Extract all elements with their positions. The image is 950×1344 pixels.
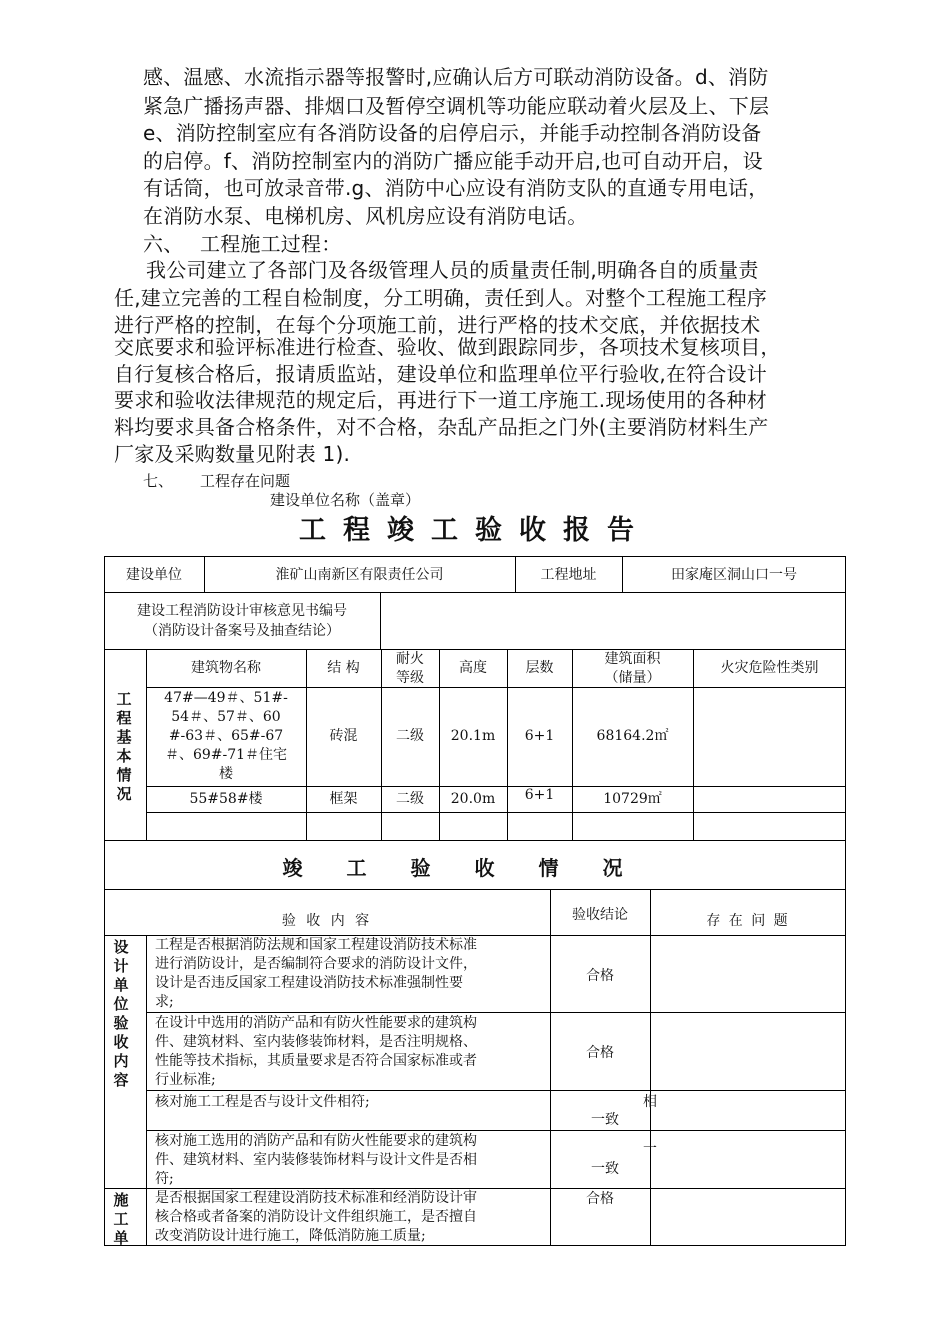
process-line: 交底要求和验评标准进行检查、验收、做到跟踪同步，各项技术复核项目， [114,335,781,359]
section7-title: 工程存在问题 [200,472,291,490]
building-name: 55#58#楼 [189,791,263,807]
table-rule [104,649,846,650]
building-height: 20.0m [450,791,496,807]
table-rule [146,786,846,787]
design-item: 核对施工选用的消防产品和有防火性能要求的建筑构 件、建筑材料、室内装修装饰材料与设计文件是否相 符; [155,1133,477,1187]
building-fire-resistance: 二级 [396,728,424,744]
table-rule [146,812,846,813]
building-fire-resistance: 二级 [396,791,424,807]
construction-conclusion: 合格 [586,1191,614,1207]
design-side-label: 设 计 单 位 验 收 内 容 [113,938,129,1089]
header-building-name: 建筑物名称 [191,660,261,676]
unit-name-label: 建设单位名称（盖章） [270,491,421,509]
header-fire-resistance: 耐火 等级 [396,651,424,686]
table-rule [146,1090,846,1091]
process-line: 料均要求具备合格条件，对不合格，杂乱产品拒之门外(主要消防材料生产 [114,415,769,439]
address-value: 田家庵区洞山口一号 [671,567,797,583]
design-conclusion: 合格 [586,1045,614,1061]
building-floors: 6+1 [524,787,555,803]
section6-number: 六、 [143,232,184,256]
header-content: 验 收 内 容 [281,913,373,929]
header-hazard: 火灾危险性类别 [720,660,819,676]
basic-info-side-label: 工 程 基 本 情 况 [116,690,132,803]
building-area: 10729㎡ [603,791,662,807]
table-rule [650,889,651,1246]
construction-unit-label: 建设单位 [126,567,182,583]
intro-line: 在消防水泵、电梯机房、风机房应设有消防电话。 [143,204,588,228]
intro-line: 感、温感、水流指示器等报警时,应确认后方可联动消防设备。d、消防 [143,65,769,89]
building-height: 20.1m [450,728,496,744]
header-conclusion: 验收结论 [572,907,628,923]
intro-line: 紧急广播扬声器、排烟口及暂停空调机等功能应联动着火层及上、下层 [143,94,770,118]
table-rule [380,592,381,649]
construction-unit-value: 淮矿山南新区有限责任公司 [275,567,444,583]
building-structure: 砖混 [329,728,358,744]
design-conclusion-part: 相 [643,1094,657,1110]
header-floors: 层数 [525,660,554,676]
header-area: 建筑面积 （储量） [604,651,661,686]
design-item: 核对施工工程是否与设计文件相符; [155,1094,370,1110]
construction-side-label: 施 工 单 [113,1191,129,1247]
design-conclusion-part: 一 [643,1141,657,1157]
header-structure: 结 构 [327,660,360,676]
section7-number: 七、 [143,472,174,490]
section6-title: 工程施工过程： [200,232,342,256]
address-label: 工程地址 [540,567,597,583]
table-rule [146,1012,846,1013]
intro-line: 的启停。f、消防控制室内的消防广播应能手动开启,也可自动开启，设 [143,149,763,173]
review-label: 建设工程消防设计审核意见书编号 [137,603,347,619]
process-line: 我公司建立了各部门及各级管理人员的质量责任制,明确各自的质量责 [146,258,759,282]
building-area: 68164.2㎡ [596,728,669,744]
intro-line: e、消防控制室应有各消防设备的启停启示，并能手动控制各消防设备 [143,121,762,145]
process-line: 要求和验收法律规范的规定后，再进行下一道工序施工.现场使用的各种材 [114,388,767,412]
design-conclusion-part: 一致 [591,1161,619,1177]
process-line: 自行复核合格后，报请质监站，建设单位和监理单位平行验收,在符合设计 [114,362,767,386]
process-line: 厂家及采购数量见附表 1). [114,442,351,466]
design-item: 工程是否根据消防法规和国家工程建设消防技术标准 进行消防设计，是否编制符合要求的消防设计文件， 设计是否违反国家工程建设消防技术标准强制性要 求; [155,937,477,1010]
header-height: 高度 [459,660,487,676]
table-rule [104,840,846,841]
building-name: 47#—49＃、51#- 54＃、57＃、60 #-63＃、65#-67 ＃、69#-71＃住宅 楼 [164,690,288,782]
table-rule [104,592,846,593]
table-rule [104,889,846,890]
table-rule [146,1130,846,1131]
table-rule [146,687,846,688]
construction-item: 是否根据国家工程建设消防技术标准和经消防设计审 核合格或者备案的消防设计文件组织施工，是否擅自 改变消防设计进行施工，降低消防施工质量; [155,1190,477,1244]
design-conclusion-part: 一致 [591,1112,619,1128]
design-conclusion: 合格 [586,968,614,984]
review-label-note: （消防设计备案号及抽查结论） [144,623,340,639]
acceptance-title: 竣工验收情况 [282,856,667,880]
building-floors: 6+1 [524,728,555,744]
header-issues: 存 在 问 题 [706,913,790,929]
design-item: 在设计中选用的消防产品和有防火性能要求的建筑构 件、建筑材料、室内装修装饰材料，是否注明规格、 性能等技术指标，其质量要求是否符合国家标准或者 行业标准; [155,1015,477,1088]
process-line: 进行严格的控制，在每个分项施工前，进行严格的技术交底，并依据技术 [114,313,761,337]
building-structure: 框架 [329,791,358,807]
process-line: 任,建立完善的工程自检制度，分工明确，责任到人。对整个工程施工程序 [114,286,767,310]
report-title: 工程竣工验收报告 [299,515,651,546]
intro-line: 有话筒，也可放录音带.g、消防中心应设有消防支队的直通专用电话， [143,176,769,200]
